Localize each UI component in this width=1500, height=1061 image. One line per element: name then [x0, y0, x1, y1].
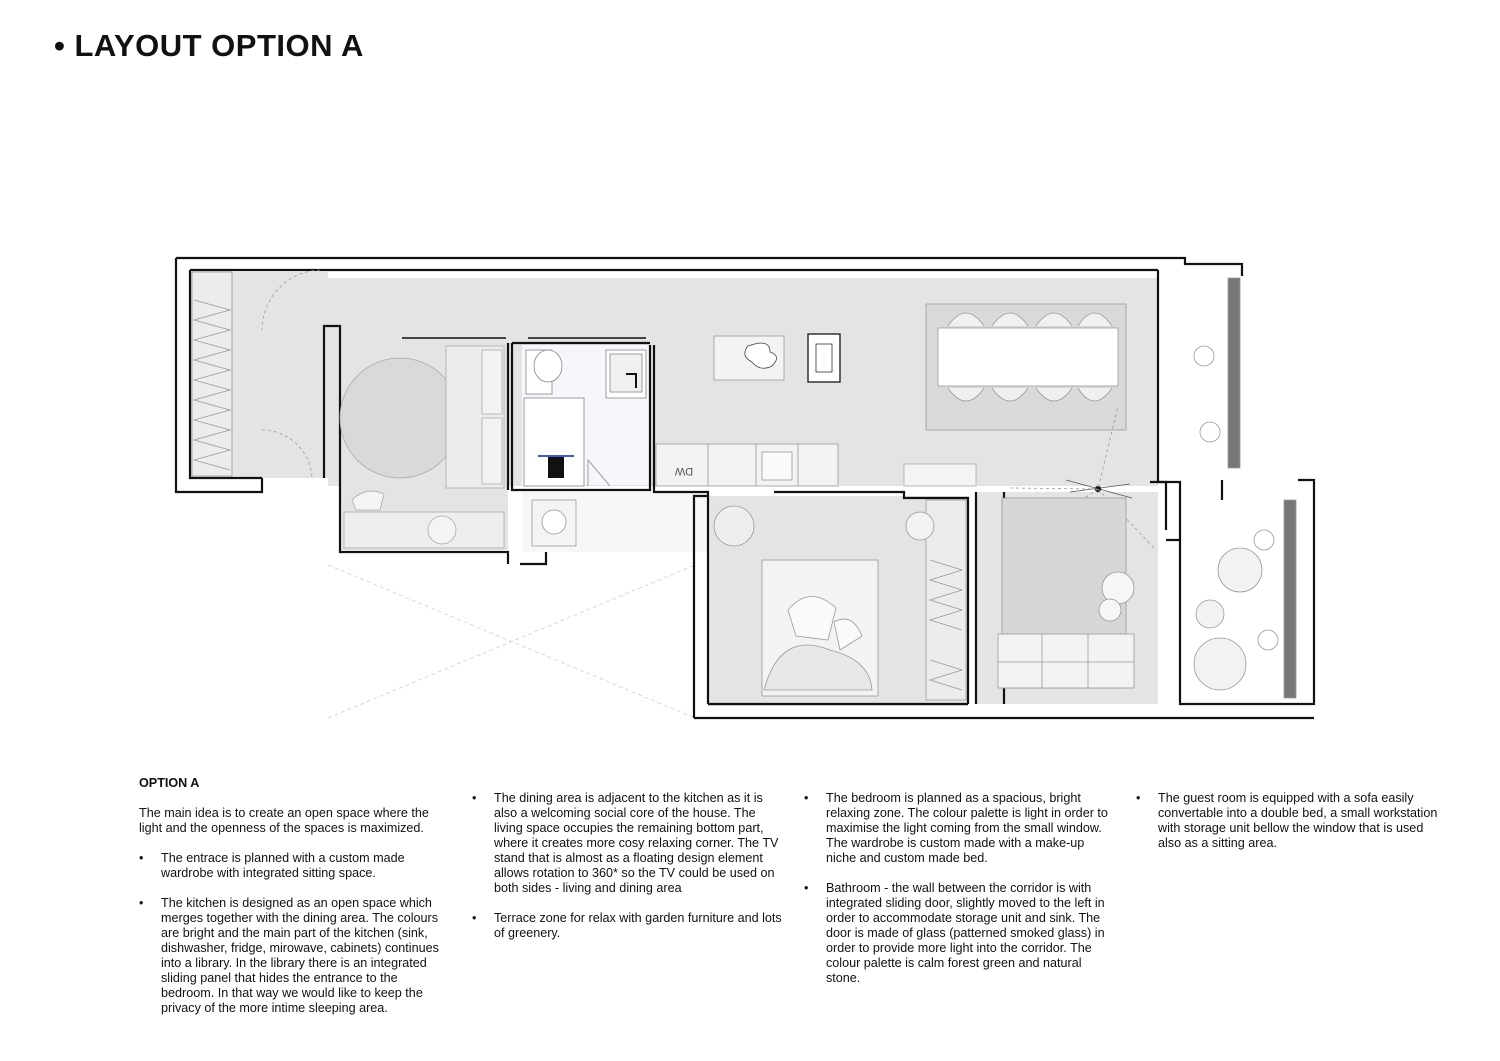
- living-area: [998, 498, 1134, 688]
- library-furniture: [340, 346, 504, 548]
- description-col-2: [472, 791, 784, 956]
- description-col-4: [1136, 791, 1446, 866]
- terrace: [1194, 278, 1296, 698]
- bullet-entrance: • The entrace is planned with a custom made wardrobe with integrated sitting space.: [139, 851, 449, 881]
- bullet-kitchen: • The kitchen is designed as an open space which merges together with the dining area. The colours are bright and the main part of the kitchen (sink, dishwasher, fridge, mirowave, cabinets) continues into a library. In the library there is an integrated sliding panel that hides the entrance to the bedroom. In that way we would like to keep the privacy of the more intime sleeping area.: [139, 896, 449, 1016]
- bullet-guest-room: • The guest room is equipped with a sofa easily convertable into a double bed, a small workstation with storage unit bellow the window that is used also as a sitting area.: [1136, 791, 1446, 851]
- description-col-3: [804, 791, 1112, 1001]
- dining-area: [926, 304, 1126, 430]
- description-col-1: [139, 776, 449, 1031]
- description-intro: The main idea is to create an open space where the light and the openness of the spaces is maximized.: [139, 806, 429, 835]
- bullet-bedroom: • The bedroom is planned as a spacious, bright relaxing zone. The colour palette is light in order to maximise the light coming from the small window. The wardrobe is custom made with a make-up niche and custom made bed.: [804, 791, 1112, 866]
- washer: [532, 500, 576, 546]
- bullet-terrace: • Terrace zone for relax with garden furniture and lots of greenery.: [472, 911, 784, 941]
- dishwasher-label: DW: [674, 465, 694, 477]
- description-heading: OPTION A: [139, 776, 200, 790]
- page-title: • LAYOUT OPTION A: [54, 28, 364, 63]
- bullet-bathroom: • Bathroom - the wall between the corridor is with integrated sliding door, slightly moved to the left in order to accommodate storage unit and sink. The door is made of glass (patterned smoked glass) in order to provide more light into the corridor. The colour palette is calm forest green and natural stone.: [804, 881, 1112, 986]
- terrace-outline: [328, 565, 695, 718]
- bullet-dining: • The dining area is adjacent to the kitchen as it is also a welcoming social core of the house. The living space occupies the remaining bottom part, where it creates more cosy relaxing corner. The TV stand that is almost as a floating design element allows rotation to 360* so the TV could be used on both sides - living and dining area: [472, 791, 784, 896]
